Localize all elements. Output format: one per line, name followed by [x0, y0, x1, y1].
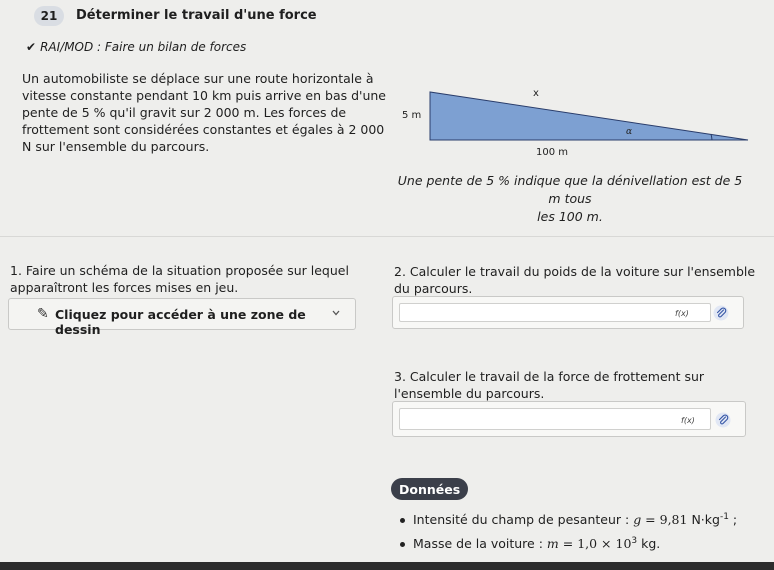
- gravity-label: Intensité du champ de pesanteur :: [413, 512, 634, 528]
- answer-input-q3[interactable]: [399, 408, 711, 430]
- mass-eq: =: [558, 536, 578, 552]
- exercise-title: Déterminer le travail d'une force: [76, 8, 317, 23]
- rai-text: RAI/MOD : Faire un bilan de forces: [40, 40, 247, 54]
- question-line: 1. Faire un schéma de la situation proposée sur lequel: [10, 263, 349, 278]
- drawing-zone-button[interactable]: [8, 298, 356, 337]
- chevron-down-icon: [331, 309, 341, 317]
- intro-line: pente de 5 % qu'il gravit sur 2 000 m. Les forces de: [22, 105, 347, 120]
- intro-line: Un automobiliste se déplace sur une route horizontale à: [22, 71, 374, 86]
- gravity-value: 9,81: [659, 512, 688, 528]
- intro-line: N sur l'ensemble du parcours.: [22, 139, 210, 154]
- paperclip-icon[interactable]: [713, 305, 729, 321]
- data-item-gravity: [400, 512, 737, 527]
- section-divider: [0, 236, 774, 237]
- gravity-end: ;: [728, 512, 738, 528]
- label-height: 5 m: [402, 110, 422, 121]
- mass-label: Masse de la voiture :: [413, 536, 547, 552]
- gravity-var: g: [633, 512, 642, 528]
- question-2: [394, 263, 764, 297]
- label-base: 100 m: [536, 147, 569, 158]
- question-line: du parcours.: [394, 281, 473, 296]
- slope-diagram: [390, 82, 770, 162]
- diagram-caption: [390, 172, 750, 226]
- slope-triangle: [430, 92, 748, 140]
- formula-icon[interactable]: f(x): [675, 309, 689, 318]
- intro-line: frottement sont considérées constantes et égales à 2 000: [22, 122, 385, 137]
- question-line: l'ensemble du parcours.: [394, 386, 545, 401]
- question-3: [394, 368, 764, 402]
- mass-var: m: [546, 536, 559, 552]
- label-x: x: [533, 88, 539, 99]
- intro-paragraph: [22, 70, 387, 155]
- question-line: apparaîtront les forces mises en jeu.: [10, 280, 239, 295]
- mass-value: 1,0 × 10: [577, 536, 632, 552]
- bullet: [400, 518, 405, 523]
- formula-icon[interactable]: f(x): [681, 416, 695, 425]
- caption-line: Une pente de 5 % indique que la dénivellation est de 5 m tous: [397, 173, 743, 206]
- exercise-number: 21: [34, 6, 64, 26]
- data-item-mass: [400, 536, 660, 551]
- answer-box-q2[interactable]: [392, 296, 744, 329]
- pencil-icon: ✎: [37, 306, 49, 322]
- label-alpha: α: [626, 127, 633, 137]
- data-badge: Données: [391, 478, 468, 500]
- bullet: [400, 542, 405, 547]
- question-1: [10, 262, 370, 296]
- answer-box-q3[interactable]: [392, 401, 746, 437]
- mass-unit: kg.: [637, 536, 661, 552]
- caption-line: les 100 m.: [537, 209, 603, 224]
- mass-exp: 3: [631, 536, 638, 546]
- intro-line: vitesse constante pendant 10 km puis arrive en bas d'une: [22, 88, 387, 103]
- rai-line: [26, 40, 246, 54]
- gravity-eq: =: [641, 512, 660, 528]
- paperclip-icon[interactable]: [715, 412, 731, 428]
- question-line: 3. Calculer le travail de la force de frottement sur: [394, 369, 705, 384]
- question-line: 2. Calculer le travail du poids de la voiture sur l'ensemble: [394, 264, 756, 279]
- gravity-unit: N·kg: [687, 512, 720, 528]
- check-icon: ✔: [26, 40, 37, 54]
- bottom-bar: [0, 562, 774, 570]
- drawing-zone-label: Cliquez pour accéder à une zone de dessin: [55, 307, 306, 337]
- gravity-exp: -1: [719, 512, 729, 522]
- answer-input-q2[interactable]: [399, 303, 711, 322]
